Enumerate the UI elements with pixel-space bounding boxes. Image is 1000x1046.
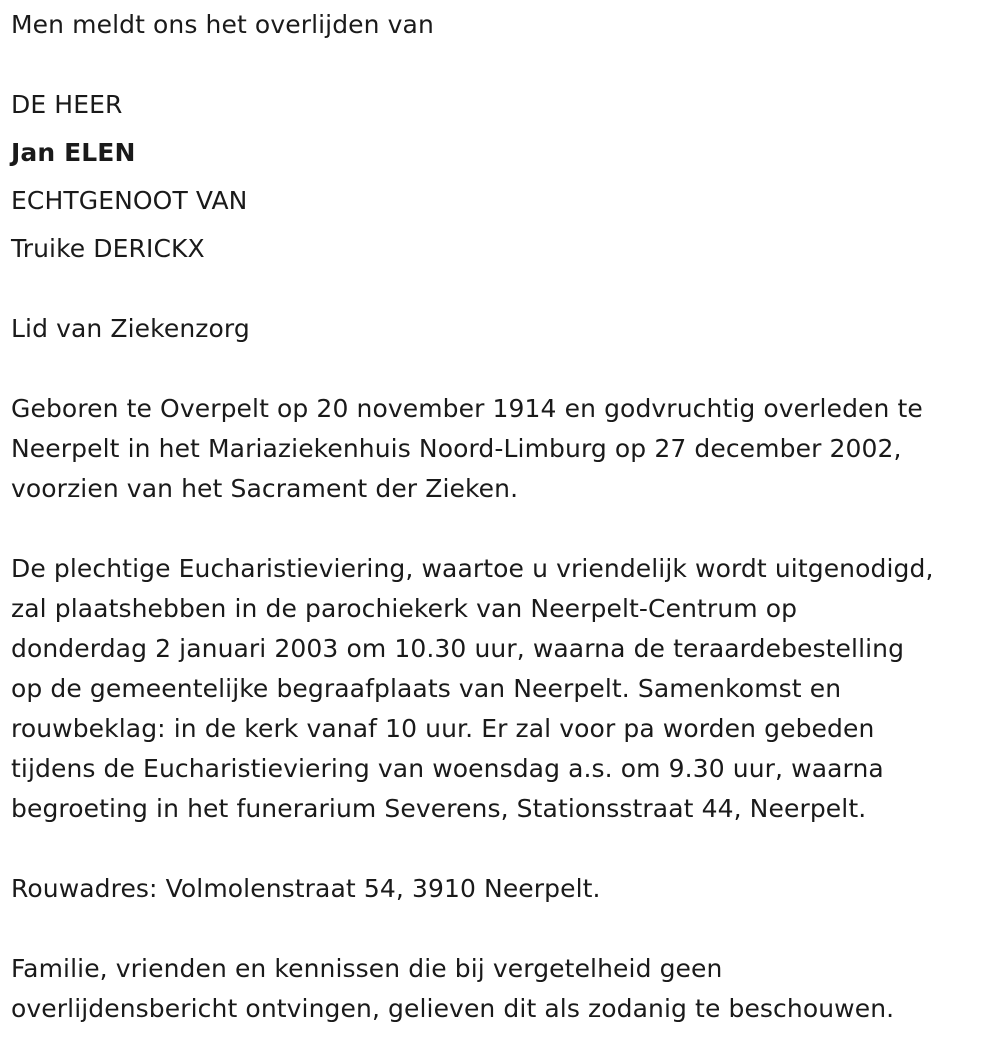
ceremony-line: begroeting in het funerarium Severens, Stationsstraat 44, Neerpelt. xyxy=(11,794,867,823)
ceremony-paragraph xyxy=(11,549,991,829)
ceremony-line: zal plaatshebben in de parochiekerk van Neerpelt-Centrum op xyxy=(11,594,798,623)
honorific: DE HEER xyxy=(11,90,123,119)
closing-line: overlijdensbericht ontvingen, gelieven dit als zodanig te beschouwen. xyxy=(11,994,895,1023)
relation-text: ECHTGENOOT VAN xyxy=(11,186,248,215)
birth-death-line: voorzien van het Sacrament der Zieken. xyxy=(11,474,519,503)
ceremony-line: tijdens de Eucharistieviering van woensdag a.s. om 9.30 uur, waarna xyxy=(11,754,884,783)
ceremony-line: De plechtige Eucharistieviering, waartoe u vriendelijk wordt uitgenodigd, xyxy=(11,554,934,583)
spouse-name: Truike DERICKX xyxy=(11,234,205,263)
intro-text: Men meldt ons het overlijden van xyxy=(11,10,434,39)
birth-death-paragraph xyxy=(11,389,991,509)
ceremony-line: op de gemeentelijke begraafplaats van Neerpelt. Samenkomst en xyxy=(11,674,842,703)
deceased-name: Jan ELEN xyxy=(11,138,136,167)
closing-line: Familie, vrienden en kennissen die bij vergetelheid geen xyxy=(11,954,723,983)
birth-death-line: Geboren te Overpelt op 20 november 1914 en godvruchtig overleden te xyxy=(11,394,923,423)
mourning-address: Rouwadres: Volmolenstraat 54, 3910 Neerpelt. xyxy=(11,874,601,903)
ceremony-line: donderdag 2 januari 2003 om 10.30 uur, waarna de teraardebestelling xyxy=(11,634,905,663)
birth-death-line: Neerpelt in het Mariaziekenhuis Noord-Limburg op 27 december 2002, xyxy=(11,434,902,463)
membership-text: Lid van Ziekenzorg xyxy=(11,314,250,343)
ceremony-line: rouwbeklag: in de kerk vanaf 10 uur. Er zal voor pa worden gebeden xyxy=(11,714,875,743)
closing-paragraph xyxy=(11,949,991,1029)
